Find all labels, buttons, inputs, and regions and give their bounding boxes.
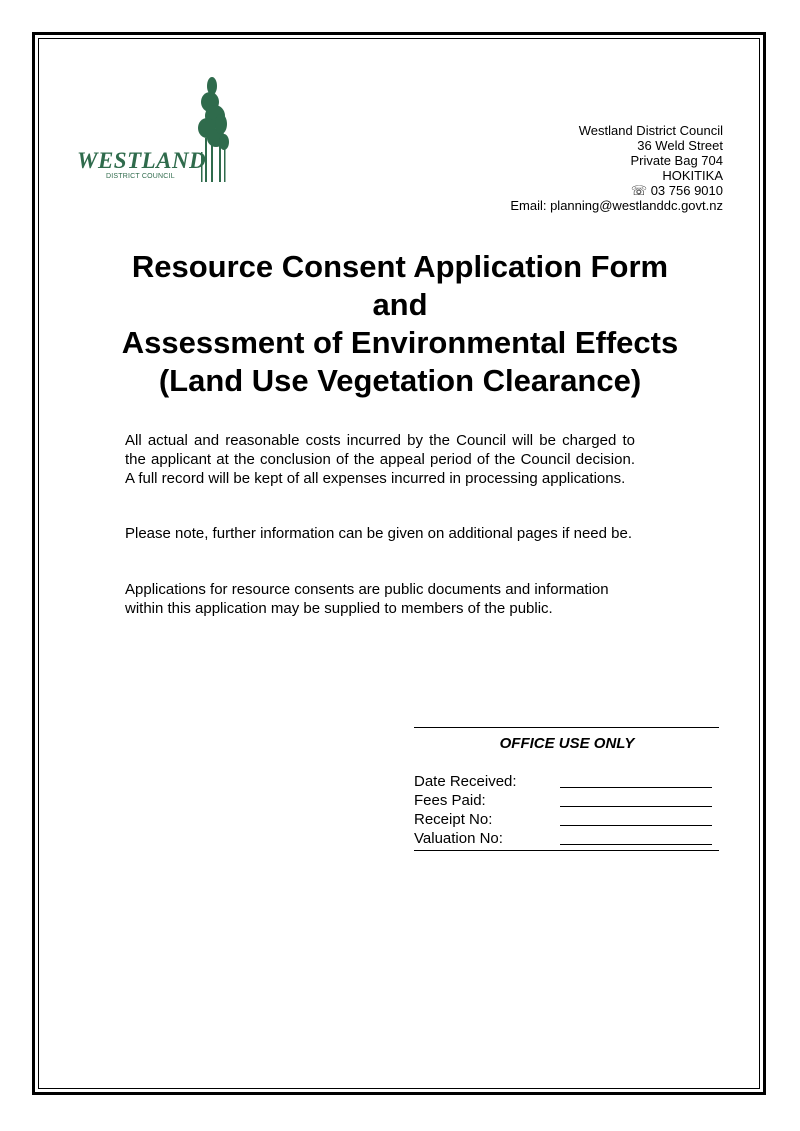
title-line-4: (Land Use Vegetation Clearance) [158,363,642,398]
office-field-fees-paid [414,791,720,810]
office-field-receipt-no [414,810,720,829]
address-phone-line [510,183,723,198]
office-field-date-received [414,772,720,791]
public-documents-paragraph [125,580,635,618]
office-use-heading: OFFICE USE ONLY [499,735,635,752]
costs-paragraph: All actual and reasonable costs incurred by the Council will be charged to the applicant at the conclusion of the appeal period of the Council decision. A full record will be kept of all expenses incurred in processing applications. [125,432,635,487]
page-title [40,248,760,400]
public-documents-line-2: within this application may be supplied to members of the public. [125,600,553,617]
office-field-valuation-no [414,829,720,848]
further-info-paragraph: Please note, further information can be given on additional pages if need be. [125,525,633,542]
date-received-blank[interactable] [560,787,712,788]
address-city: HOKITIKA [662,168,723,183]
council-logo [74,72,234,188]
field-label: Date Received: [414,773,517,790]
address-bag: Private Bag 704 [630,153,723,168]
council-address [510,123,723,213]
office-top-rule [414,727,719,728]
address-street: 36 Weld Street [637,138,723,153]
title-line-2: and [372,287,428,322]
logo-wordmark: WESTLAND [77,148,207,173]
address-org: Westland District Council [578,123,723,138]
field-label: Valuation No: [414,830,503,847]
title-line-3: Assessment of Environmental Effects [121,325,679,360]
office-bottom-rule [414,850,719,851]
valuation-no-blank[interactable] [560,844,712,845]
fees-paid-blank[interactable] [560,806,712,807]
address-phone: 03 756 9010 [650,183,723,198]
receipt-no-blank[interactable] [560,825,712,826]
public-documents-line-1: Applications for resource consents are public documents and information [125,581,609,598]
logo-subtitle: DISTRICT COUNCIL [106,173,175,180]
title-line-1: Resource Consent Application Form [131,249,669,284]
office-use-box [414,727,720,851]
address-email: Email: planning@westlanddc.govt.nz [510,198,723,213]
phone-icon: ☏ [630,183,651,198]
field-label: Receipt No: [414,811,493,828]
field-label: Fees Paid: [414,792,486,809]
